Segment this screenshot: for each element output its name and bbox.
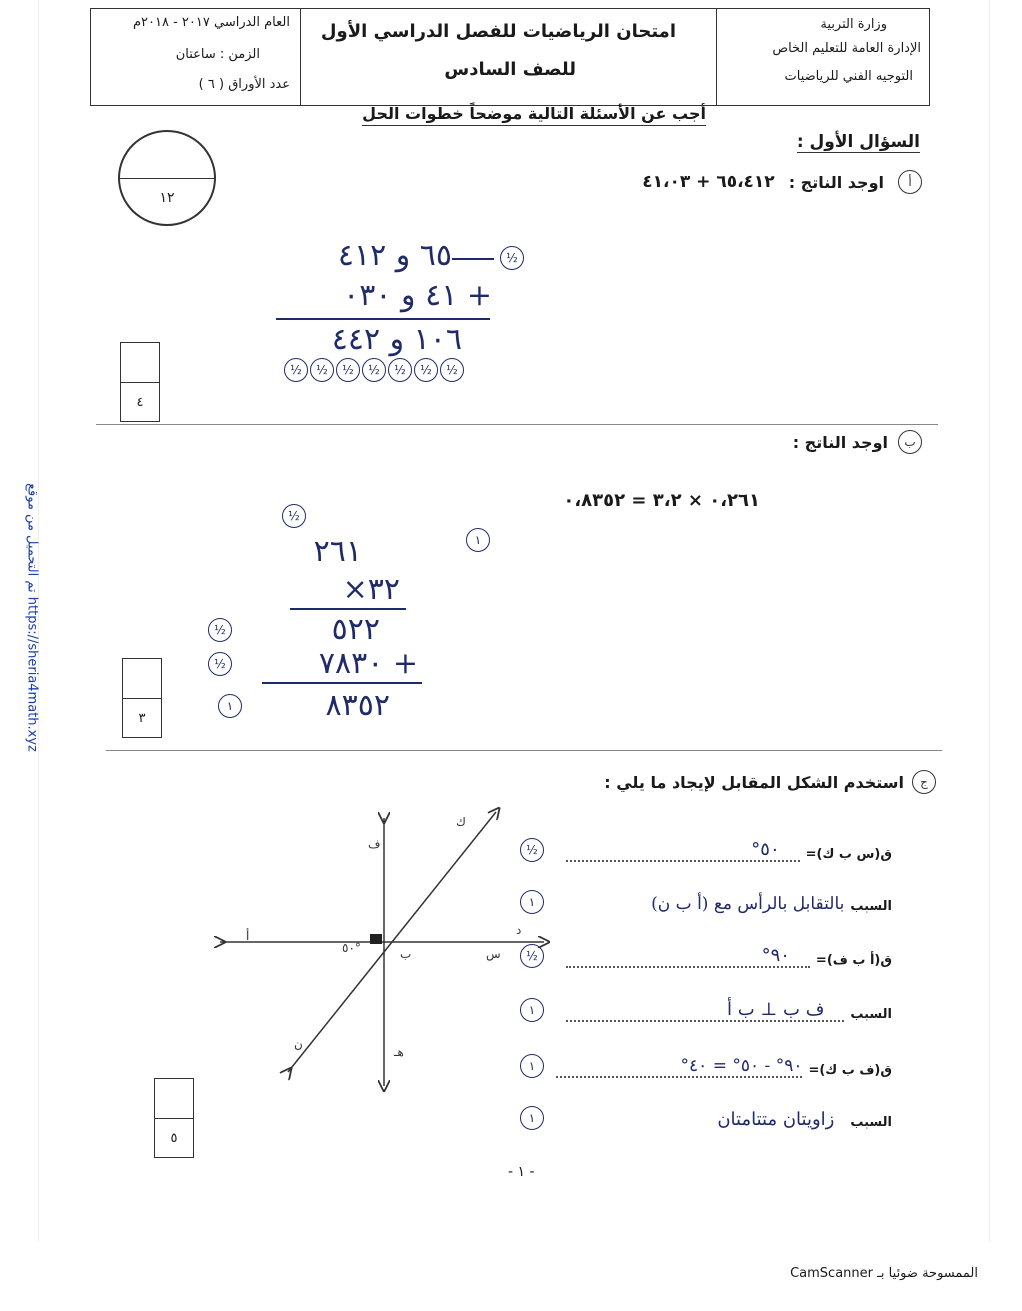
exam-year: العام الدراسي ٢٠١٧ - ٢٠١٨م [132, 15, 290, 30]
q1b-line-2 [262, 682, 422, 684]
q1c-item-question: ق(ف ب ك)= [808, 1063, 892, 1078]
q1a-mark: ½ [362, 358, 386, 382]
school-line-1: وزارة التربية [820, 17, 887, 32]
label-a: أ [246, 929, 250, 943]
q1c-score: ٥ [170, 1131, 178, 1146]
q1a-score-box [120, 342, 160, 422]
q1b-work-line2: ٣٢× [342, 572, 400, 607]
q1c-item-mark: ١ [520, 1106, 544, 1130]
q1a-prompt-row [642, 170, 922, 194]
label-k: ك [456, 815, 466, 829]
exam-header [90, 8, 930, 106]
q1c-item [520, 822, 892, 862]
q1c-prompt-row [604, 770, 936, 794]
q1b-score-box [122, 658, 162, 738]
label-b: ب [400, 947, 412, 961]
q1a-mark: ½ [440, 358, 464, 382]
q1b-score: ٣ [138, 711, 146, 726]
q1c-label: ج [912, 770, 936, 794]
q1a-mark: ½ [284, 358, 308, 382]
total-score: ١٢ [159, 190, 175, 206]
header-info-cell [91, 9, 301, 105]
divider-2 [106, 750, 942, 751]
q1c-item-answer: بالتقابل بالرأس مع (أ ب ن) [651, 894, 845, 914]
label-s: س [486, 947, 501, 961]
header-school-cell [717, 9, 929, 105]
q1c-item [520, 982, 892, 1022]
q1b-mark: ½ [208, 652, 232, 676]
q1a-result: ١٠٦ و ٤٤٢ [331, 322, 462, 357]
q1b-top-mark: ½ [282, 504, 306, 528]
total-score-circle [118, 130, 216, 226]
exam-time: الزمن : ساعتان [175, 47, 260, 62]
exam-pages: عدد الأوراق ( ٦ ) [198, 77, 290, 92]
q1c-item [520, 928, 892, 968]
q1a-sum-line [276, 318, 490, 320]
exam-grade: للصف السادس [444, 59, 576, 80]
q1c-item-mark: ½ [520, 838, 544, 862]
q1c-item-question: ق(س ب ك)= [805, 847, 892, 862]
q1b-mark: ½ [208, 618, 232, 642]
q1-heading: السؤال الأول : [796, 132, 920, 152]
q1b-prompt: اوجد الناتج : [792, 432, 888, 452]
q1a-label: أ [898, 170, 922, 194]
right-angle-mark [370, 934, 382, 944]
q1c-item-answer: ٩٠° - ٥٠° = ٤٠° [556, 1056, 802, 1078]
side-watermark: تم التحميل من موقع https://sheria4math.xyz [24, 483, 40, 752]
label-n: ن [294, 1037, 303, 1051]
q1b-work-line3: ٥٢٢ [331, 612, 380, 647]
q1c-item [520, 1038, 892, 1078]
q1c-item-mark: ½ [520, 944, 544, 968]
q1b-result: ٨٣٥٢ [325, 688, 390, 723]
q1b-expr-mark: ١ [466, 528, 490, 552]
q1b-prompt-row [793, 430, 922, 454]
q1c-score-box [154, 1078, 194, 1158]
label-d: د [516, 923, 522, 937]
q1c-item-mark: ١ [520, 890, 544, 914]
divider-1 [96, 424, 938, 425]
q1b-label: ب [898, 430, 922, 454]
q1a-score: ٤ [136, 395, 144, 410]
q1a-prompt: اوجد الناتج : [788, 172, 884, 192]
q1a-side-mark: ½ [500, 246, 524, 270]
q1a-mark: ½ [414, 358, 438, 382]
q1c-item-answer: ف ب ⊥ ب أ [566, 999, 844, 1022]
exam-title: امتحان الرياضيات للفصل الدراسي الأول [320, 21, 676, 42]
q1a-work-line1: ٦٥ و ٤١٢ [337, 238, 452, 273]
q1a-mark: ½ [388, 358, 412, 382]
q1a-mark: ½ [336, 358, 360, 382]
q1c-prompt: استخدم الشكل المقابل لإيجاد ما يلي : [604, 772, 904, 792]
q1c-item-question: ق(أ ب ف)= [815, 953, 892, 968]
label-f: ف [368, 837, 381, 851]
q1a-marks-row [284, 358, 464, 382]
q1b-work-line4: + ٧٨٣٠ [318, 646, 418, 681]
q1a-mark: ½ [310, 358, 334, 382]
q1b-mark: ١ [218, 694, 242, 718]
q1b-work-line1: ٢٦١ [313, 534, 362, 569]
camscanner-footer: CamScanner الممسوحة ضوئيا بـ [790, 1266, 978, 1281]
q1a-expression: ٦٥،٤١٢ + ٤١،٠٣ [642, 172, 775, 192]
q1c-item-question: السبب [850, 1115, 892, 1130]
label-h: هـ [394, 1045, 404, 1059]
q1c-item [520, 1090, 892, 1130]
angle-label: ٥٠° [342, 941, 361, 955]
q1c-item-answer: ٩٠° [566, 945, 810, 968]
q1c-item-mark: ١ [520, 1054, 544, 1078]
instruction-text: أجب عن الأسئلة التالية موضحاً خطوات الحل [362, 104, 706, 126]
q1c-item-mark: ١ [520, 998, 544, 1022]
q1c-item-question: السبب [850, 1007, 892, 1022]
q1a-work-line2: + ٤١ و ٠٣٠ [343, 278, 492, 313]
q1c-item-question: السبب [850, 899, 892, 914]
school-line-3: التوجيه الفني للرياضيات [784, 69, 913, 84]
school-line-2: الإدارة العامة للتعليم الخاص [772, 41, 921, 56]
q1b-line-1 [290, 608, 406, 610]
q1b-expression: ٠،٢٦١ × ٣،٢ = ٠،٨٣٥٢ [563, 490, 760, 511]
q1c-item-answer: زاويتان متتامتان [717, 1109, 835, 1130]
q1c-item [520, 874, 892, 914]
page-number: - ١ - [508, 1164, 535, 1180]
angle-figure [210, 800, 560, 1100]
q1c-item-answer: ٥٠° [566, 839, 800, 862]
q1a-arrow [452, 258, 494, 260]
header-title-cell [301, 9, 717, 105]
